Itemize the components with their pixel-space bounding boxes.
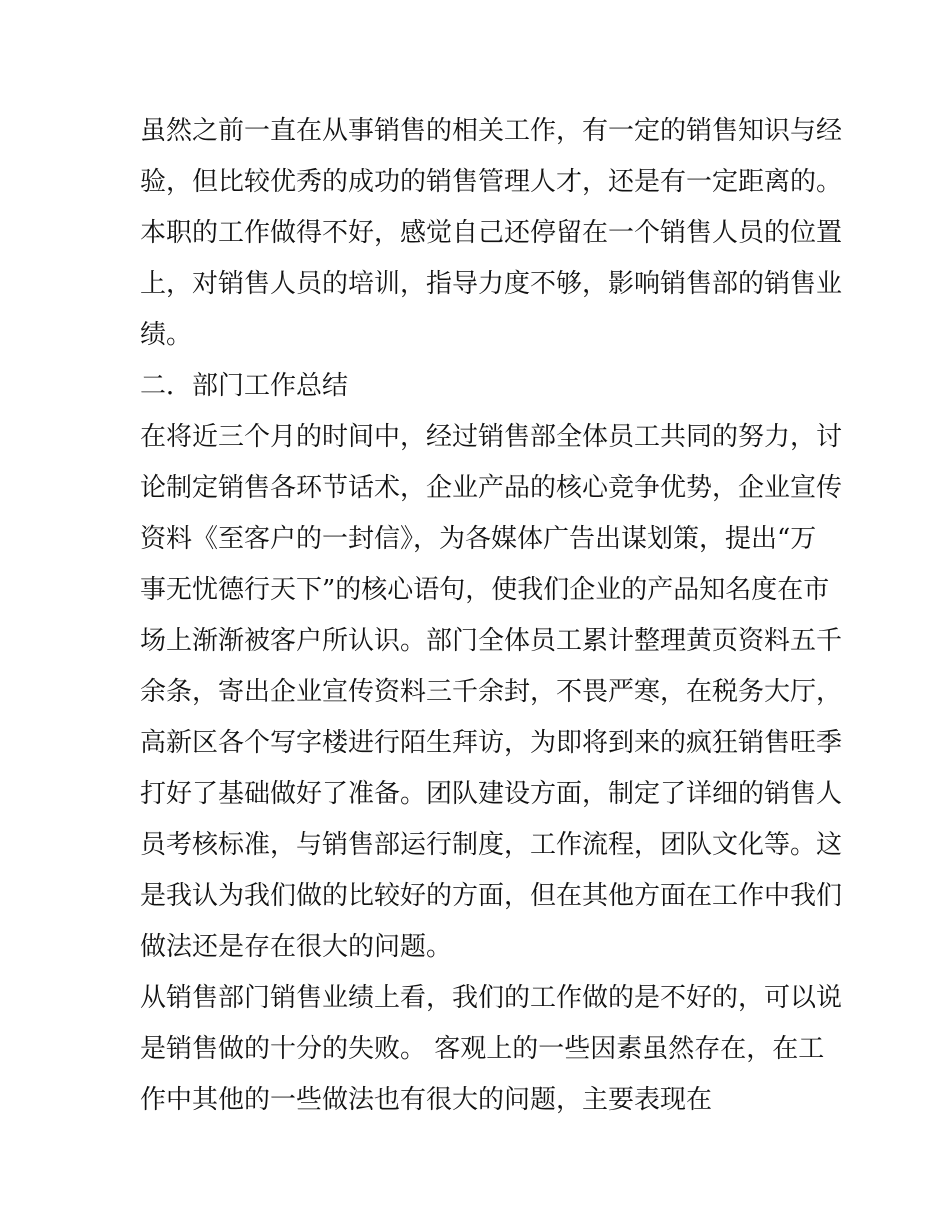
text-line: 资料《至客户的一封信》，为各媒体广告出谋划策，提出“万 bbox=[140, 524, 817, 554]
text-line: 论制定销售各环节话术，企业产品的核心竞争优势，企业宣传 bbox=[140, 473, 843, 503]
text-line: 本职的工作做得不好，感觉自己还停留在一个销售人员的位置 bbox=[140, 218, 843, 248]
text-line: 场上渐渐被客户所认识。部门全体员工累计整理黄页资料五千 bbox=[140, 626, 843, 656]
text-line: 高新区各个写字楼进行陌生拜访，为即将到来的疯狂销售旺季 bbox=[140, 728, 843, 758]
text-line: 是销售做的十分的失败。 客观上的一些因素虽然存在，在工 bbox=[140, 1034, 825, 1064]
text-line: 上，对销售人员的培训，指导力度不够，影响销售部的销售业 bbox=[140, 269, 843, 299]
text-line: 事无忧德行天下”的核心语句，使我们企业的产品知名度在市 bbox=[140, 575, 830, 605]
text-line: 验，但比较优秀的成功的销售管理人才，还是有一定距离的。 bbox=[140, 167, 843, 197]
text-line: 是我认为我们做的比较好的方面，但在其他方面在工作中我们 bbox=[140, 881, 843, 911]
text-line: 绩。 bbox=[140, 320, 193, 350]
text-line: 余条，寄出企业宣传资料三千余封，不畏严寒，在税务大厅， bbox=[140, 677, 843, 707]
text-line: 在将近三个月的时间中，经过销售部全体员工共同的努力，讨 bbox=[140, 422, 843, 452]
section-heading: 二．部门工作总结 bbox=[140, 371, 349, 401]
text-line: 员考核标准，与销售部运行制度，工作流程，团队文化等。这 bbox=[140, 830, 843, 860]
text-line: 作中其他的一些做法也有很大的问题，主要表现在 bbox=[140, 1085, 713, 1115]
text-line: 从销售部门销售业绩上看，我们的工作做的是不好的，可以说 bbox=[140, 983, 843, 1013]
text-line: 虽然之前一直在从事销售的相关工作，有一定的销售知识与经 bbox=[140, 116, 843, 146]
text-line: 做法还是存在很大的问题。 bbox=[140, 932, 453, 962]
document-body bbox=[140, 106, 843, 1126]
text-line: 打好了基础做好了准备。团队建设方面，制定了详细的销售人 bbox=[140, 779, 843, 809]
